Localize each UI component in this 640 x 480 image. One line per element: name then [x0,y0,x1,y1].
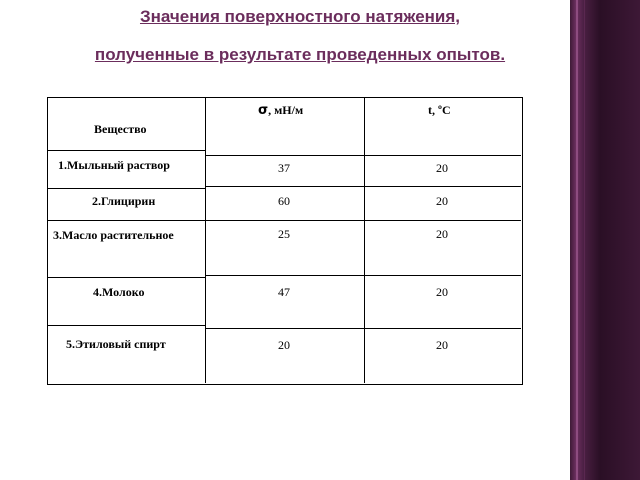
substance-cell: 1.Мыльный раствор [58,158,170,172]
sigma-value-cell: 37 [278,161,290,175]
row-divider [365,220,521,221]
row-divider [48,220,205,221]
row-divider [206,275,364,276]
substance-cell: 3.Масло растительное [53,228,174,242]
slide-title-line-1: Значения поверхностного натяжения, [139,7,461,26]
header-temperature: t, ºС [428,103,451,117]
row-divider [48,325,205,326]
row-divider [48,150,205,151]
row-divider [206,186,364,187]
sigma-value-cell: 25 [278,227,290,241]
row-divider [365,275,521,276]
sigma-value-cell: 47 [278,285,290,299]
temperature-value-cell: 20 [436,161,448,175]
substance-cell: 2.Глицирин [92,194,156,208]
row-divider [365,155,521,156]
substance-cell: 5.Этиловый спирт [66,337,166,351]
row-divider [206,220,364,221]
temperature-value-cell: 20 [436,338,448,352]
header-surface-tension [258,103,303,118]
row-divider [48,277,205,278]
column-divider [364,98,365,383]
slide-title-line-2: полученные в результате проведенных опытов. [94,45,506,64]
temperature-value-cell: 20 [436,194,448,208]
sigma-symbol: σ [258,103,269,118]
row-divider [365,328,521,329]
header-sigma-unit: , мН/м [268,103,304,117]
substance-cell: 4.Молоко [93,285,145,299]
sigma-value-cell: 20 [278,338,290,352]
temperature-value-cell: 20 [436,285,448,299]
row-divider [206,155,364,156]
column-divider [205,98,206,383]
row-divider [206,328,364,329]
row-divider [365,186,521,187]
header-substance: Вещество [94,122,147,136]
row-divider [48,188,205,189]
temperature-value-cell: 20 [436,227,448,241]
sigma-value-cell: 60 [278,194,290,208]
